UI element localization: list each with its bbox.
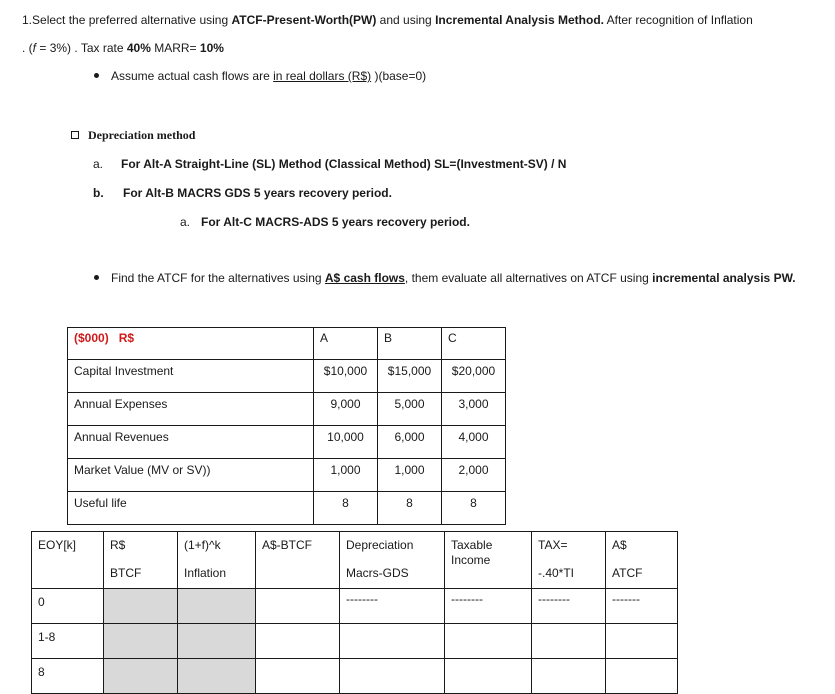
table-row: [32, 624, 678, 659]
shaded-cell: [104, 589, 178, 624]
table-cell: $15,000: [378, 360, 442, 393]
empty-cell: [256, 589, 340, 624]
real-dollars-label: R$: [118, 331, 135, 345]
find-bullet: [94, 271, 796, 285]
header-inflation: [178, 532, 256, 589]
dash-cell: --------: [445, 589, 532, 624]
table-cell: $20,000: [442, 360, 506, 393]
shaded-cell: [104, 624, 178, 659]
table-cell: 8: [442, 492, 506, 525]
question-line-1: [22, 13, 753, 27]
depreciation-item-text: For Alt-A Straight-Line (SL) Method (Classical Method) SL=(Investment-SV) / N: [121, 157, 567, 171]
question-method: Incremental Analysis Method.: [435, 13, 604, 27]
question-text: MARR=: [150, 41, 200, 55]
units-label: ($000): [74, 331, 109, 345]
question-line-2: [22, 41, 224, 55]
find-text: , them evaluate all alternatives on ATCF using: [404, 271, 653, 285]
empty-cell: [445, 624, 532, 659]
dash-cell: --------: [340, 589, 445, 624]
table-cell: $10,000: [314, 360, 378, 393]
header-sublabel: BTCF: [110, 566, 142, 580]
question-method: ATCF-Present-Worth(PW): [231, 13, 377, 27]
table-row: [68, 393, 506, 426]
column-header-c: C: [442, 328, 506, 360]
assumption-real-dollars: in real dollars (R$): [273, 69, 372, 83]
shaded-cell: [104, 659, 178, 694]
table-row: [68, 459, 506, 492]
list-marker: a.: [180, 215, 191, 229]
table-cell: 8: [314, 492, 378, 525]
bullet-icon: [94, 73, 99, 78]
shaded-cell: [178, 624, 256, 659]
column-header-b: B: [378, 328, 442, 360]
depreciation-heading: [71, 128, 195, 143]
shaded-cell: [178, 589, 256, 624]
header-as-btcf: [256, 532, 340, 589]
row-label: Annual Revenues: [68, 426, 314, 459]
eoy-cell: 0: [32, 589, 104, 624]
row-label: Market Value (MV or SV)): [68, 459, 314, 492]
table-row: [68, 426, 506, 459]
question-text: . (: [22, 41, 33, 55]
question-number: 1.: [22, 13, 33, 27]
table-row: [68, 492, 506, 525]
table-cell: 10,000: [314, 426, 378, 459]
assumption-text: Assume actual cash flows are: [111, 69, 274, 83]
table-row: [32, 659, 678, 694]
inflation-symbol: f: [32, 41, 37, 55]
header-label: A$: [612, 538, 627, 552]
list-marker: a.: [93, 157, 104, 171]
table-cell: 5,000: [378, 393, 442, 426]
row-label: Useful life: [68, 492, 314, 525]
question-text: Select the preferred alternative using: [32, 13, 232, 27]
question-text: . Tax rate: [71, 41, 127, 55]
header-label: Taxable Income: [451, 538, 493, 567]
table-cell: 9,000: [314, 393, 378, 426]
cash-flow-table: [31, 531, 678, 694]
table-cell: 1,000: [378, 459, 442, 492]
eoy-cell: 1-8: [32, 624, 104, 659]
dash-cell: --------: [532, 589, 606, 624]
header-label: Depreciation: [346, 538, 414, 552]
header-sublabel: Macrs-GDS: [346, 566, 409, 580]
header-sublabel: -.40*TI: [538, 566, 575, 580]
column-header-a: A: [314, 328, 378, 360]
depreciation-item-c: [180, 215, 470, 229]
empty-cell: [532, 624, 606, 659]
marr-rate: 10%: [199, 41, 224, 55]
table-header-row: [68, 328, 506, 360]
table-cell: 3,000: [442, 393, 506, 426]
row-label: Annual Expenses: [68, 393, 314, 426]
table-cell: 2,000: [442, 459, 506, 492]
table-row: [68, 360, 506, 393]
header-sublabel: ATCF: [612, 566, 643, 580]
dash-cell: -------: [606, 589, 678, 624]
empty-cell: [532, 659, 606, 694]
list-marker: b.: [93, 186, 104, 200]
find-method: incremental analysis PW.: [652, 271, 796, 285]
header-label: A$-BTCF: [262, 538, 313, 552]
units-header: [68, 328, 314, 360]
empty-cell: [340, 624, 445, 659]
header-depreciation: [340, 532, 445, 589]
header-label: TAX=: [538, 538, 568, 552]
assumption-text: )(base=0): [371, 69, 427, 83]
empty-cell: [445, 659, 532, 694]
question-text: After recognition of Inflation: [604, 13, 753, 27]
table-cell: 8: [378, 492, 442, 525]
depreciation-item-b: [93, 186, 392, 200]
header-label: (1+f)^k: [184, 538, 221, 552]
row-label: Capital Investment: [68, 360, 314, 393]
eoy-cell: 8: [32, 659, 104, 694]
depreciation-item-text: For Alt-B MACRS GDS 5 years recovery period.: [123, 186, 392, 200]
question-text: and using: [376, 13, 436, 27]
depreciation-item-a: [93, 157, 566, 171]
empty-cell: [606, 624, 678, 659]
header-taxable-income: [445, 532, 532, 589]
header-sublabel: Inflation: [184, 566, 227, 580]
header-eoy: [32, 532, 104, 589]
depreciation-item-text: For Alt-C MACRS-ADS 5 years recovery period.: [201, 215, 470, 229]
alternatives-data-table: [67, 327, 506, 525]
table-row: [32, 589, 678, 624]
empty-cell: [340, 659, 445, 694]
shaded-cell: [178, 659, 256, 694]
empty-cell: [606, 659, 678, 694]
find-text: Find the ATCF for the alternatives using: [111, 271, 325, 285]
header-rs-btcf: [104, 532, 178, 589]
empty-cell: [256, 659, 340, 694]
header-label: EOY[k]: [38, 538, 77, 552]
table-cell: 6,000: [378, 426, 442, 459]
checkbox-square-icon: [71, 131, 79, 139]
table-cell: 4,000: [442, 426, 506, 459]
assumption-bullet: [94, 69, 426, 83]
tax-rate: 40%: [126, 41, 151, 55]
table-cell: 1,000: [314, 459, 378, 492]
depreciation-heading-text: Depreciation method: [88, 128, 196, 142]
empty-cell: [256, 624, 340, 659]
bullet-icon: [94, 275, 99, 280]
inflation-rate: = 3%): [36, 41, 72, 55]
header-tax: [532, 532, 606, 589]
header-as-atcf: [606, 532, 678, 589]
find-cash-flows: A$ cash flows: [324, 271, 405, 285]
cash-flow-header-row: [32, 532, 678, 589]
header-label: R$: [110, 538, 126, 552]
